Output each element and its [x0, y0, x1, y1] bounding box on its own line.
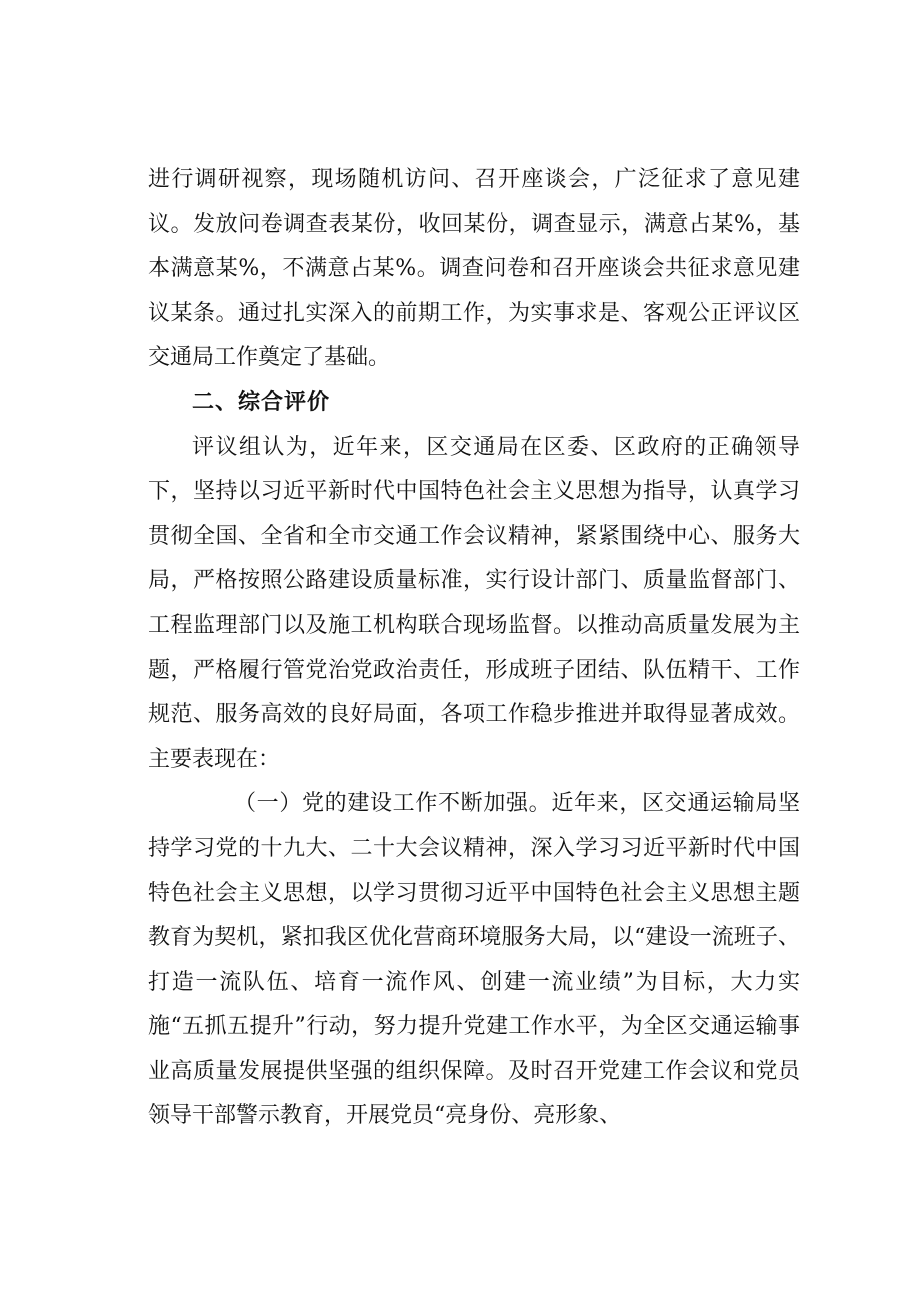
section-heading: 二、综合评价 — [192, 389, 331, 415]
intro-paragraph: 进行调研视察，现场随机访问、召开座谈会，广泛征求了意见建议。发放问卷调查表某份，收回某份，调查显示，满意占某%，基本满意某%，不满意占某%。调查问卷和召开座谈会共征求意见建议某条。通过扎实深入的前期工作，为实事求是、客观公正评议区交通局工作奠定了基础。 — [148, 167, 800, 371]
party-building-paragraph: （一）党的建设工作不断加强。近年来，区交通运输局坚持学习党的十九大、二十大会议精神，深入学习习近平新时代中国特色社会主义思想，以学习贯彻习近平中国特色社会主义思想主题教育为契机，紧扣我区优化营商环境服务大局，以“建设一流班子、打造一流队伍、培育一流作风、创建一流业绩”为目标，大力实施“五抓五提升”行动，努力提升党建工作水平，为全区交通运输事业高质量发展提供坚强的组织保障。及时召开党建工作会议和党员领导干部警示教育，开展党员“亮身份、亮形象、 — [148, 791, 800, 1129]
evaluation-paragraph: 评议组认为，近年来，区交通局在区委、区政府的正确领导下，坚持以习近平新时代中国特色社会主义思想为指导，认真学习贯彻全国、全省和全市交通工作会议精神，紧紧围绕中心、服务大局，严格按照公路建设质量标准，实行设计部门、质量监督部门、工程监理部门以及施工机构联合现场监督。以推动高质量发展为主题，严格履行管党治党政治责任，形成班子团结、队伍精干、工作规范、服务高效的良好局面，各项工作稳步推进并取得显著成效。主要表现在： — [148, 434, 800, 772]
document-body — [148, 158, 800, 1139]
